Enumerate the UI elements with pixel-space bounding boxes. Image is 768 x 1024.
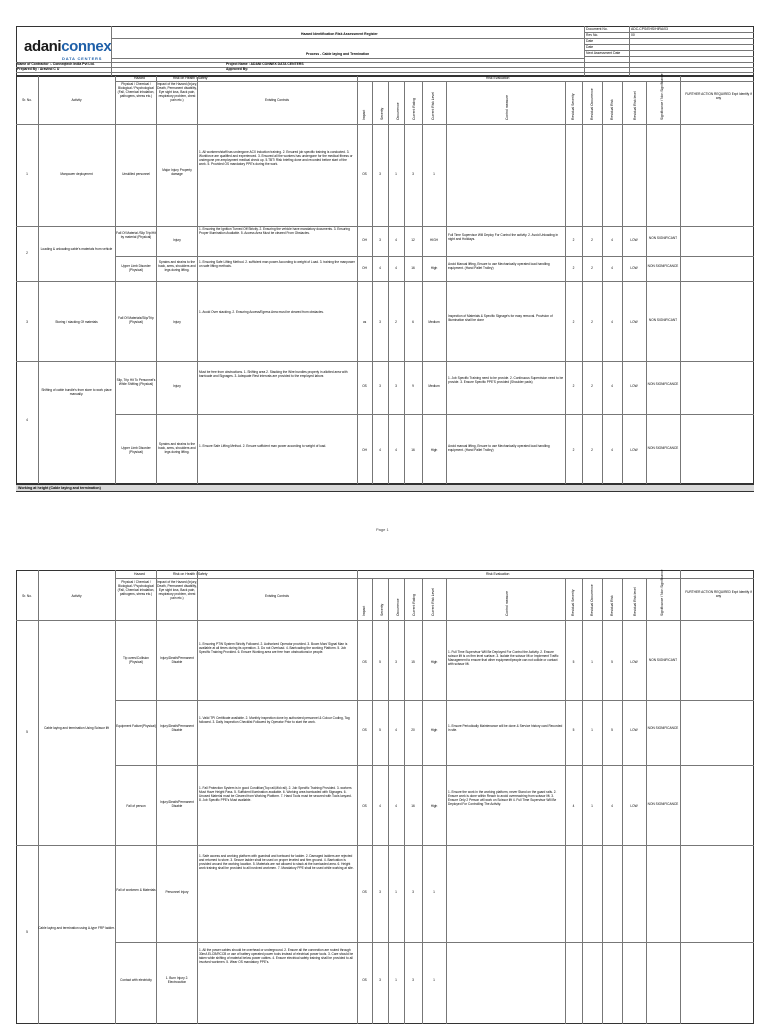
p2r5-hazard: Contact with electricity [120, 978, 152, 982]
p2r4-hazard: Fall of workmen & Materials [116, 888, 156, 892]
p2r4-occurrence: 1 [395, 890, 397, 894]
r4b-impact-code: OH [362, 448, 367, 452]
company-logo: adaniconnex [24, 38, 112, 55]
r1-sr: 1 [26, 172, 28, 176]
significance-header: Significance / Non Significance [660, 73, 664, 120]
prepared-by: Prepared By : Aravind C U [17, 67, 60, 71]
r2b-significance: NON SIGNIFICANCE [647, 264, 679, 268]
r2b-res-occurrence: 2 [591, 266, 593, 270]
r4b-level: High [430, 448, 438, 452]
p2r2-res-risk: 5 [611, 728, 613, 732]
p2r2-res-severity: 5 [572, 728, 575, 732]
r4b-res-occurrence: 2 [591, 448, 593, 452]
p2-sr-header: Sr. No. [22, 594, 32, 598]
p2-activity-header: Activity [71, 594, 82, 598]
r4-measure: 1. Job Specific Training need to be provide. 2. Continuous Supervision need to be provide. 3. Ensure Specific PPE'S provided (Shoulder pads) [448, 376, 564, 384]
p2r3-level: High [430, 804, 438, 808]
r2-impact-code: OH [362, 238, 367, 242]
r3-impact: Injury [173, 320, 181, 324]
r1-rating: 3 [412, 172, 414, 176]
r4b-res-severity: 2 [572, 448, 575, 452]
r3-res-level: LOW [630, 320, 638, 324]
r2b-severity: 4 [379, 266, 381, 270]
existing-controls-header: Existing Controls [265, 98, 289, 102]
r2-occurrence: 4 [395, 238, 397, 242]
p2r3-hazard: Fall of person [126, 804, 146, 808]
p2-current-rating-header: Current Rating [412, 593, 416, 616]
p2r1-severity: 5 [379, 660, 381, 664]
current-rating-header: Current Rating [412, 97, 416, 120]
further-action-header: FURTHER ACTION REQUIRED Expt Identify if any [685, 92, 752, 100]
r3-occurrence: 2 [395, 320, 397, 324]
r4-res-level: LOW [630, 384, 638, 388]
r4b-severity: 4 [379, 448, 381, 452]
r4-rating: 9 [412, 384, 414, 388]
p2r1-res-risk: 5 [611, 660, 613, 664]
residual-occurrence-header: Residual Occurrence [590, 88, 594, 120]
r4b-occurrence: 4 [395, 448, 397, 452]
p2r2-rating: 20 [411, 728, 415, 732]
p2r2-level: High [430, 728, 438, 732]
r4-sr: 4 [26, 418, 28, 422]
p2-control-measure-header: Control measure [505, 590, 509, 616]
p2-residual-occurrence-header: Residual Occurrence [590, 584, 594, 616]
r4b-impact: Sprains and strains to the back, arms, shoulders and legs during lifting. [158, 442, 196, 454]
p2r3-rating: 16 [411, 804, 415, 808]
p2r5-activity: Cable laying and termination using A-type FRP ladder. [38, 926, 115, 930]
r1-level: 1 [433, 172, 435, 176]
p2r1-measure: 1. Full Time Supervisor Will Be Deployed For Control the Activity. 2. Ensure scissor lift is on firm level surface. 3. Isolate the scissor lift or Implement Traffic Management to ensure that other equipment/people can not collide or contact with scissor lift. [448, 650, 559, 666]
p2r5-severity: 3 [379, 978, 381, 982]
p2r3-impact-code: OS [362, 804, 367, 808]
page-number: Page 1 [376, 527, 389, 532]
p2r2-significance: NON SIGNIFICANCE [647, 726, 679, 730]
r1-activity: Manpower deployment [60, 172, 93, 176]
p2r3-res-occurrence: 1 [591, 804, 593, 808]
r1-controls: 1. All workmen/staff has undergone ACX induction training. 2. Ensured job specific training is conducted. 3. Workforce are qualified and experienced. 3. Ensured all the workers has undergone for the medical fitness or undergone pre-employment medical check up. 5.TBT/ Risk briefing done and recorded before start of the work. 5. Provided OS mandatory PPE's during the work. [199, 150, 353, 166]
p2r1-impact: Injury/Death/Permanent Disable [160, 656, 194, 664]
r4b-controls: 1. Ensure Safe Lifting Method. 2. Ensure sufficient man power according to weight of load. [199, 444, 327, 448]
p2r2-res-occurrence: 1 [591, 728, 593, 732]
p2r3-significance: NON SIGNIFICANCE [647, 802, 679, 806]
r2-rating: 12 [411, 238, 415, 242]
severity-header: Severity [380, 107, 384, 120]
p2-impact-header: Impact [362, 605, 366, 616]
r4-impact: Injury [173, 384, 181, 388]
p2r3-measure: 1. Ensure the work in the working platform, never Stand on the guard rails. 2. Ensure work is done within Reach to avoid overreaching from scissor lift. 3. Ensure Only 2 Person will work on Scissor lift 4. Full Time Supervisor Will Be Deployed For Controlling The Activity. [448, 790, 557, 806]
r1-hazard: Unskilled personnel [122, 172, 150, 176]
approved-by: Approved By: [226, 67, 249, 71]
p2r1-hazard: Tip overs/Collision (Physical) [123, 656, 149, 664]
p2r2-res-level: LOW [630, 728, 638, 732]
p2r4-level: 1 [433, 890, 435, 894]
p2r3-controls: 1. Fall Protection System is in good Condition(Top rail,Mid rail). 2. Job Specific Training Provided. 3. workers Must Have Height Pass. 5. Sufficient Illumination available. 6. Working area barricaded with Signages. 6. Unused Material must be Cleared from Working Platform. 7. Hand Tools must be secured with Tools lanyard. 8. Job Specific PPE's Must available. [199, 786, 352, 802]
r2-res-level: LOW [630, 238, 638, 242]
r3-severity: 3 [379, 320, 381, 324]
p2r2-measure: 1. Ensure Periodically Maintenance will be done & Service history card Recorded in site. [448, 724, 563, 732]
p2r5-rating: 3 [412, 978, 414, 982]
p2-severity-header: Severity [380, 603, 384, 616]
r2-measure: Full Time Supervisor Will Deploy For Control the activity. 2. Avoid Unloading in night and Holidays. [448, 233, 559, 241]
p2r4-controls: 1. Safe access and working platform with guardrail and toeboard for ladder. 2. Damaged ladders are rejected and returned to store. 3. Secure ladder shall be used on proper leveled and firm ground. 4. Barrication is provided around the working location. 5. Materials are not allowed to stack at the barricaded area. 6. Height work training shall be provided to all involved workmen. 7. Mandatory PPE shall be used while working at site. [199, 854, 354, 870]
next-assessment-label: Next Assessment Date [586, 51, 621, 55]
p2-risk-evaluation-header: Risk Evaluation [486, 572, 510, 576]
working-at-height-band: Working at height (Cable laying and termination) [16, 484, 754, 492]
p2r5-occurrence: 1 [395, 978, 397, 982]
p2r1-res-severity: 5 [572, 660, 575, 664]
r4-impact-code: OS [362, 384, 367, 388]
p2-residual-risk-header: Residual Risk [610, 595, 614, 616]
current-risk-level-header: Current Risk Level [431, 92, 435, 120]
r2-sr: 2 [26, 251, 28, 255]
rev-no-label: Rev No. [586, 33, 599, 37]
r2-severity: 3 [379, 238, 381, 242]
r3-measure: Inspection of Materials & Specific Signage's for easy removal. Provision of Illumination shall be done [448, 314, 553, 322]
r4-level: Medium [428, 384, 440, 388]
r2b-rating: 16 [411, 266, 415, 270]
r3-rating: 6 [412, 320, 414, 324]
r2-significance: NON SIGNIFICANT [648, 236, 678, 240]
r2b-res-risk: 4 [611, 266, 613, 270]
p2r5-impact-code: OS [362, 978, 367, 982]
r2-level: HIGH [430, 238, 438, 242]
project-name: Project Name : ADANI CONNEX DATA CENTERS [226, 62, 304, 66]
r4b-res-risk: 4 [611, 448, 613, 452]
r2b-res-level: LOW [630, 266, 638, 270]
r1-impact: Major Injury Property damage [162, 168, 192, 176]
r4-hazard: Slip, Trip Hit To Personnel's While Shifting (Physical) [116, 378, 156, 386]
p2-hazard-desc-header: Physical / Chemical / Biological / Psychological (Fall, Chemical inhalation, pathogens, stress etc.) [117, 580, 155, 596]
p2-residual-severity-header: Residual Severity [571, 589, 575, 616]
r1-occurrence: 1 [395, 172, 397, 176]
r2b-measure: Avoid Manual lifting, Ensure to use Mechanically operated load handling equipment. (Hand Pallet Trolley) [448, 262, 550, 270]
p2r2-activity: Cable laying and termination Using Scissor lift [44, 726, 109, 730]
p2r3-res-risk: 4 [611, 804, 613, 808]
hazard-header: Hazard [134, 76, 145, 80]
hira-table-1 [16, 76, 754, 484]
r2b-impact-code: OH [362, 266, 367, 270]
r2b-impact: Sprains and strains to the back, arms, shoulders and legs during lifting. [158, 260, 196, 272]
p2r2-impact: Injury/Death/Permanent Disable [160, 724, 194, 732]
p2-current-risk-level-header: Current Risk Level [431, 588, 435, 616]
hira-table-2 [16, 570, 754, 1024]
register-title: Hazard Identification Risk Assessment Register [301, 32, 378, 36]
p2-significance-header: Significance / Non Significance [660, 569, 664, 616]
p2-hazard-header: Hazard [134, 572, 145, 576]
r3-sr: 3 [26, 320, 28, 324]
r3-res-severity: 2 [572, 320, 575, 324]
p2-occurrence-header: Occurrence [396, 598, 400, 616]
r3-level: Medium [428, 320, 440, 324]
p2r1-level: High [430, 660, 438, 664]
occurrence-header: Occurrence [396, 102, 400, 120]
r2-res-severity: 2 [572, 238, 575, 242]
risk-evaluation-header: Risk Evaluation [486, 76, 510, 80]
logo-subtitle: DATA CENTERS [62, 56, 103, 61]
r3-res-occurrence: 2 [591, 320, 593, 324]
p2r4-impact-code: OS [362, 890, 367, 894]
r1-impact-code: OS [362, 172, 367, 176]
p2r2-severity: 5 [379, 728, 381, 732]
r2-controls: 1. Ensuring the Ignition Turned Off Strictly. 2. Ensuring the vehicle have mandatory documents. 3. Ensuring Proper Illumination Available. 5. Access Area Must be cleared From Obstacles. [199, 227, 350, 235]
r1-severity: 3 [379, 172, 381, 176]
sr-header: Sr. No. [22, 98, 32, 102]
p2r1-res-level: LOW [630, 660, 638, 664]
activity-header: Activity [71, 98, 82, 102]
p2r4-impact: Personnel Injury [165, 890, 189, 894]
date-label: Date [586, 39, 594, 43]
p2r1-controls: 1. Ensuring PTW System Strictly Followed. 2. Authorized Operator provided. 3. Boom Man/ Signal Man is available at all times during its operation. 3. Do not Overload. 4. Barricading the working Platform. 5. Job Specific Training Provided. 6. Ensure Working area are free from obstructions/or people. [199, 642, 348, 654]
r2b-occurrence: 4 [395, 266, 397, 270]
process-title: Process - Cable laying and Termination [306, 52, 370, 56]
p2r3-res-level: LOW [630, 804, 638, 808]
r4-occurrence: 3 [395, 384, 397, 388]
p2r4-severity: 3 [379, 890, 381, 894]
r4-activity: Shifting of cable bundle's from store to work place manually. [41, 388, 112, 396]
residual-severity-header: Residual Severity [571, 93, 575, 120]
p2r5-level: 1 [433, 978, 435, 982]
p2r4-rating: 3 [412, 890, 414, 894]
p2r3-severity: 4 [379, 804, 381, 808]
p2r3-occurrence: 4 [395, 804, 397, 808]
doc-no-value: ADC-CPS/EHS/HIRA/03 [631, 27, 668, 31]
doc-no-label: Document No. [586, 27, 608, 31]
p2r5-sr: 5 [26, 930, 28, 934]
impact-header: Impact [362, 109, 366, 120]
r2b-res-severity: 2 [572, 266, 575, 270]
r2-impact: Injury [173, 238, 181, 242]
residual-risk-header: Residual Risk [610, 99, 614, 120]
risk-health-header: Risk on Health / Safety [173, 76, 208, 80]
p2-further-action-header: FURTHER ACTION REQUIRED Expt Identify if any [685, 590, 752, 598]
r2-res-risk: 4 [611, 238, 613, 242]
r3-hazard: Fall Of Materials/Slip/Trip (Physical) [118, 316, 154, 324]
p2r2-occurrence: 4 [395, 728, 397, 732]
p2-impact-desc-header: Impact of the Hazard (Injury, Death, Permanent disability, Eye sight loss, Back pain, respiratory problem, chest pain etc.) [157, 580, 197, 600]
p2r1-impact-code: OS [362, 660, 367, 664]
date2-label: Date [586, 45, 594, 49]
r2b-hazard: Upper Limb Disorder (Physical) [121, 264, 151, 272]
r4-res-occurrence: 2 [591, 384, 593, 388]
p2r2-controls: 1. Valid TPI Certificate available. 2. Monthly inspection done by authorized personnel & Colour Coding, Tag followed. 3. Daily Inspection Checklist Followed by Operator Prior to start the work. [199, 716, 350, 724]
r4-res-risk: 4 [611, 384, 613, 388]
r3-impact-code: os [362, 320, 367, 324]
r4-severity: 3 [379, 384, 381, 388]
r3-activity: Storing / stacking Of materials [55, 320, 98, 324]
r4b-hazard: Upper Limb Disorder (Physical) [121, 446, 151, 454]
residual-level-header: Residual Risk level [633, 91, 637, 120]
p2r3-res-severity: 4 [572, 804, 575, 808]
p2r1-rating: 15 [411, 660, 415, 664]
r4b-rating: 16 [411, 448, 415, 452]
r2-hazard: Fall Of Material /Slip Trip/Hit by material (Physical) [116, 231, 156, 239]
r3-controls: 1. Avoid Over stacking. 2. Ensuring Access/Egress Area must be cleared from obstacles. [199, 310, 324, 314]
p2r2-impact-code: OS [362, 728, 367, 732]
r2-res-occurrence: 2 [591, 238, 593, 242]
r4b-measure: Avoid manual lifting, Ensure to use Mechanically operated load handling equipment. (Hand Pallet Trolley) [448, 444, 550, 452]
contractor-name: Name of Contractor :- Conneqtech India Pvt Ltd. [17, 62, 95, 66]
rev-no-value: 00 [631, 33, 635, 37]
r2b-level: High [430, 266, 438, 270]
p2r5-controls: 1. All the power cables should be overhead or underground. 2. Ensure all the connection are routed through 30mA ELCB/RCCB or use of battery operated power tools instead of electrical power tools. 3. Care should be taken while shifting of material below power cables. 4. Ensure electrical safety training shall be provided to all involved workmen. 5. Wear OS mandatory PPE's. [199, 948, 354, 964]
r4b-res-level: LOW [630, 448, 638, 452]
control-measure-header: Control measure [505, 94, 509, 120]
p2r1-res-occurrence: 1 [591, 660, 593, 664]
p2r1-significance: NON SIGNIFICANT [648, 658, 678, 662]
p2r5-impact: 1. Burn Injury 2. Electrocution [165, 976, 189, 984]
r2b-controls: 1. Ensuring Safe Lifting Method. 2. sufficient man power According to weight of Load. 3. training the manpower on safe lifting methods. [199, 260, 355, 268]
p2r3-impact: Injury/Death/Permanent Disable [160, 800, 194, 808]
r2-activity: Loading & unloading cable's materials from vehicle [40, 247, 113, 251]
header-frame [16, 26, 754, 76]
p2-existing-controls-header: Existing Controls [265, 594, 289, 598]
r4-controls: Must be free from obstructions. 1. Shifting area 2. Stacking the Wire bundles properly in allotted area with barricade and Signages. 3. Adequate Rest intervals are provided to the employed labors [199, 370, 348, 378]
r4b-significance: NON SIGNIFICANCE [647, 446, 679, 450]
r3-res-risk: 4 [611, 320, 613, 324]
p2-residual-level-header: Residual Risk level [633, 587, 637, 616]
p2r1-occurrence: 3 [395, 660, 397, 664]
p2r2-hazard: Equipment Failure(Physical) [116, 724, 156, 728]
hazard-desc-header: Physical / Chemical / Biological / Psychological (Fall, Chemical inhalation, pathogens, stress etc.) [117, 82, 155, 98]
p2-risk-health-header: Risk on Health / Safety [173, 572, 208, 576]
impact-desc-header: Impact of the Hazard (Injury, Death, Permanent disability, Eye sight loss, Back pain, respiratory problem, chest pain etc.) [157, 82, 197, 102]
r4-res-severity: 2 [572, 384, 575, 388]
r3-significance: NON SIGNIFICANT [648, 318, 678, 322]
r4-significance: NON SIGNIFICANCE [647, 382, 679, 386]
p2r2-sr: 5 [26, 730, 28, 734]
